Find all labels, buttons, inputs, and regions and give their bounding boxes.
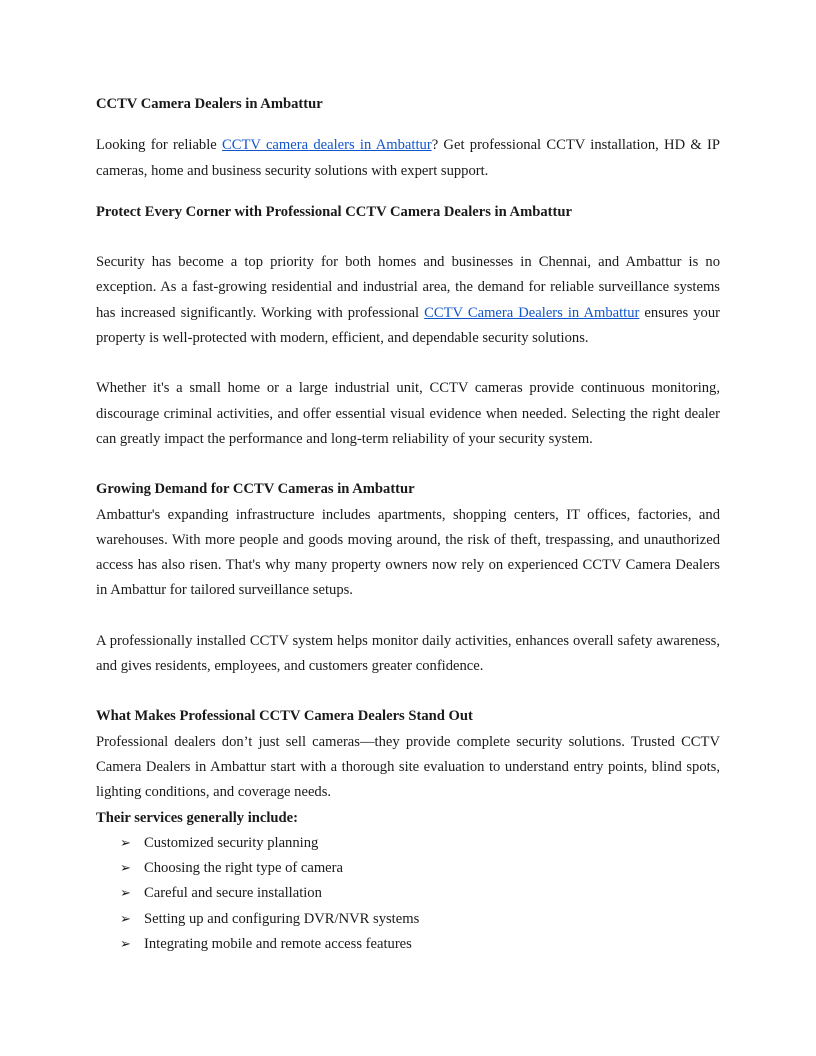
- intro-text-before: Looking for reliable: [96, 137, 223, 154]
- service-text: Integrating mobile and remote access features: [144, 936, 412, 953]
- intro-dealers-link[interactable]: CCTV camera dealers in Ambattur: [222, 137, 432, 154]
- section-protect-heading: Protect Every Corner with Professional CCTV Camera Dealers in Ambattur: [96, 203, 572, 220]
- service-text: Setting up and configuring DVR/NVR systems: [144, 910, 420, 927]
- services-list-item: [120, 907, 720, 932]
- document-title: CCTV Camera Dealers in Ambattur: [96, 96, 323, 112]
- section-demand-paragraph-2: A professionally installed CCTV system helps monitor daily activities, enhances overall safety awareness, and gives residents, employees, and customers greater confidence.: [96, 632, 720, 675]
- section-protect-paragraph-1: [96, 250, 720, 351]
- arrow-bullet-icon: ➢: [120, 861, 131, 877]
- services-list-item: [120, 831, 720, 856]
- services-label: Their services generally include:: [96, 809, 298, 826]
- section-standout-paragraph-1: Professional dealers don’t just sell cameras—they provide complete security solutions. Trusted CCTV Camera Dealers in Ambattur start with a thorough site evaluation to understand entry points, blind spots, lighting conditions, and coverage needs.: [96, 733, 720, 801]
- services-list-item: [120, 932, 720, 957]
- protect-text-before: Security has become a top priority for both homes and businesses in Chennai, and Ambattur is no exception. As a fast-growing residential and industrial area, the demand for reliable surveillance systems has increased significantly. Working with professional: [96, 254, 720, 321]
- intro-paragraph: [96, 133, 720, 184]
- service-text: Careful and secure installation: [144, 885, 322, 902]
- protect-dealers-link[interactable]: CCTV Camera Dealers in Ambattur: [424, 304, 640, 321]
- protect-text-after: ensures your property is well-protected with modern, efficient, and dependable security solutions.: [96, 304, 720, 347]
- arrow-bullet-icon: ➢: [120, 835, 131, 851]
- arrow-bullet-icon: ➢: [120, 911, 131, 927]
- section-standout-heading: What Makes Professional CCTV Camera Dealers Stand Out: [96, 708, 473, 725]
- services-list: [96, 831, 720, 957]
- arrow-bullet-icon: ➢: [120, 937, 131, 953]
- arrow-bullet-icon: ➢: [120, 886, 131, 902]
- section-demand-heading: Growing Demand for CCTV Cameras in Ambattur: [96, 481, 415, 498]
- service-text: Customized security planning: [144, 834, 319, 851]
- section-protect-paragraph-2: Whether it's a small home or a large industrial unit, CCTV cameras provide continuous monitoring, discourage criminal activities, and offer essential visual evidence when needed. Selecting the right dealer can greatly impact the performance and long-term reliability of your security system.: [96, 380, 720, 447]
- services-list-item: [120, 856, 720, 881]
- intro-text-after: ? Get professional CCTV installation, HD & IP cameras, home and business security solutions with expert support.: [96, 137, 720, 179]
- document-page: [96, 92, 720, 957]
- section-demand-paragraph-1: Ambattur's expanding infrastructure includes apartments, shopping centers, IT offices, factories, and warehouses. With more people and goods moving around, the risk of theft, trespassing, and unauthorized access has also risen. That's why many property owners now rely on experienced CCTV Camera Dealers in Ambattur for tailored surveillance setups.: [96, 506, 720, 599]
- service-text: Choosing the right type of camera: [144, 860, 343, 877]
- services-list-item: [120, 881, 720, 906]
